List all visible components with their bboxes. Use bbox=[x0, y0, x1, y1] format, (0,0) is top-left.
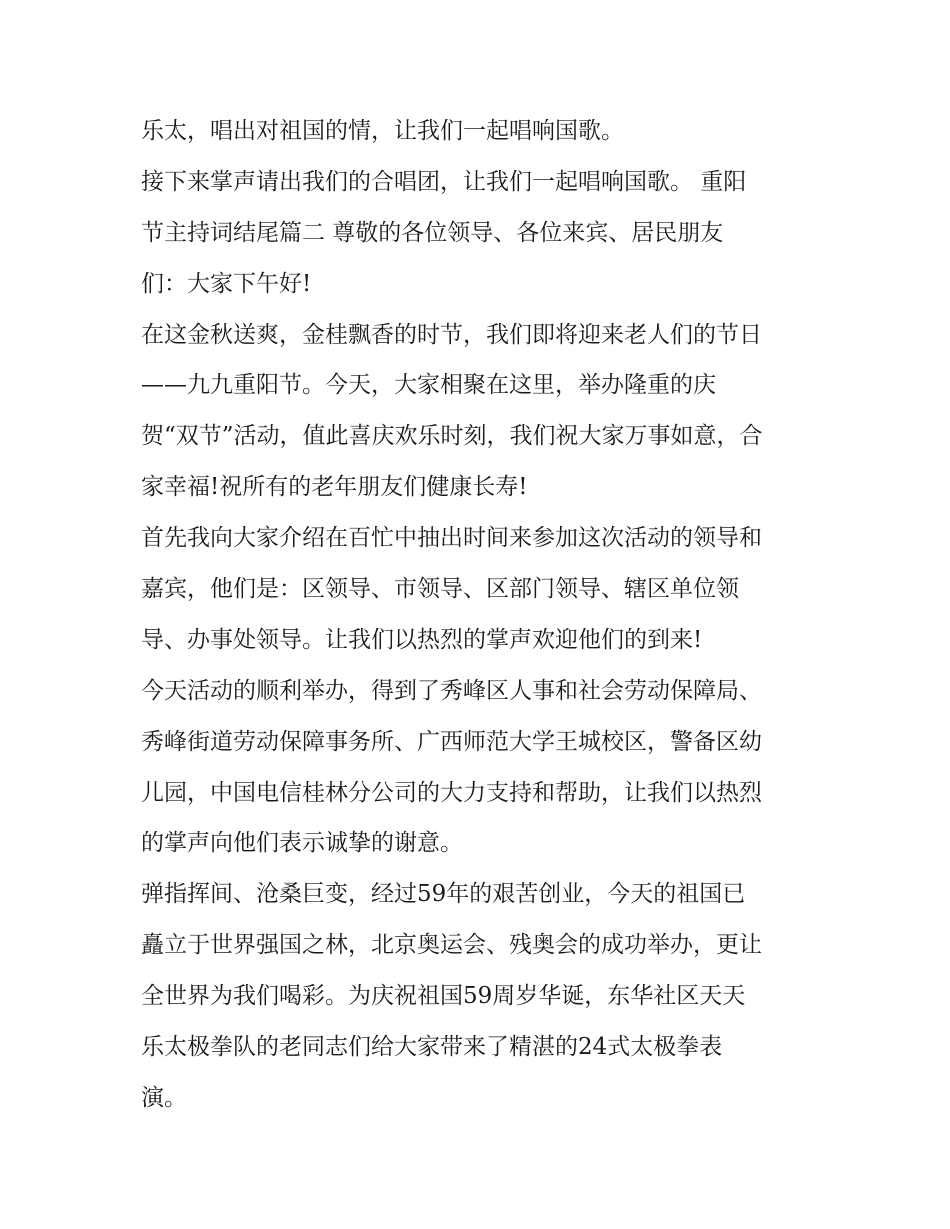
text-line: 在这金秋送爽，金桂飘香的时节，我们即将迎来老人们的节日 bbox=[141, 321, 762, 348]
text-line: 乐太极拳队的老同志们给大家带来了精湛的24式太极拳表 bbox=[141, 1034, 723, 1061]
text-line: 首先我向大家介绍在百忙中抽出时间来参加这次活动的领导和 bbox=[141, 525, 762, 552]
text-line: 弹指挥间、沧桑巨变，经过59年的艰苦创业，今天的祖国已 bbox=[141, 881, 746, 908]
text-line: 儿园，中国电信桂林分公司的大力支持和帮助，让我们以热烈 bbox=[141, 779, 762, 806]
text-line: 乐太，唱出对祖国的情，让我们一起唱响国歌。 bbox=[141, 118, 624, 144]
text-line: 导、办事处领导。让我们以热烈的掌声欢迎他们的到来! bbox=[141, 626, 703, 653]
text-line: 接下来掌声请出我们的合唱团，让我们一起唱响国歌。 重阳 bbox=[141, 168, 747, 195]
text-line: 嘉宾，他们是：区领导、市领导、区部门领导、辖区单位领 bbox=[141, 576, 739, 603]
text-line: 家幸福!祝所有的老年朋友们健康长寿! bbox=[141, 474, 528, 501]
text-line: 们：大家下午好! bbox=[141, 270, 312, 297]
text-line: 矗立于世界强国之林，北京奥运会、残奥会的成功举办，更让 bbox=[141, 932, 762, 959]
text-line: 贺“双节”活动，值此喜庆欢乐时刻，我们祝大家万事如意，合 bbox=[141, 423, 763, 450]
text-line: 演。 bbox=[141, 1084, 187, 1111]
text-line: 秀峰街道劳动保障事务所、广西师范大学王城校区，警备区幼 bbox=[141, 728, 762, 755]
text-line: 今天活动的顺利举办，得到了秀峰区人事和社会劳动保障局、 bbox=[141, 677, 762, 704]
text-line: 节主持词结尾篇二 尊敬的各位领导、各位来宾、居民朋友 bbox=[141, 219, 724, 246]
text-line: ——九九重阳节。今天，大家相聚在这里，举办隆重的庆 bbox=[141, 372, 716, 399]
body-text bbox=[141, 106, 821, 1124]
text-line: 的掌声向他们表示诚挚的谢意。 bbox=[141, 830, 463, 857]
text-line: 全世界为我们喝彩。为庆祝祖国59周岁华诞，东华社区天天 bbox=[141, 983, 746, 1010]
